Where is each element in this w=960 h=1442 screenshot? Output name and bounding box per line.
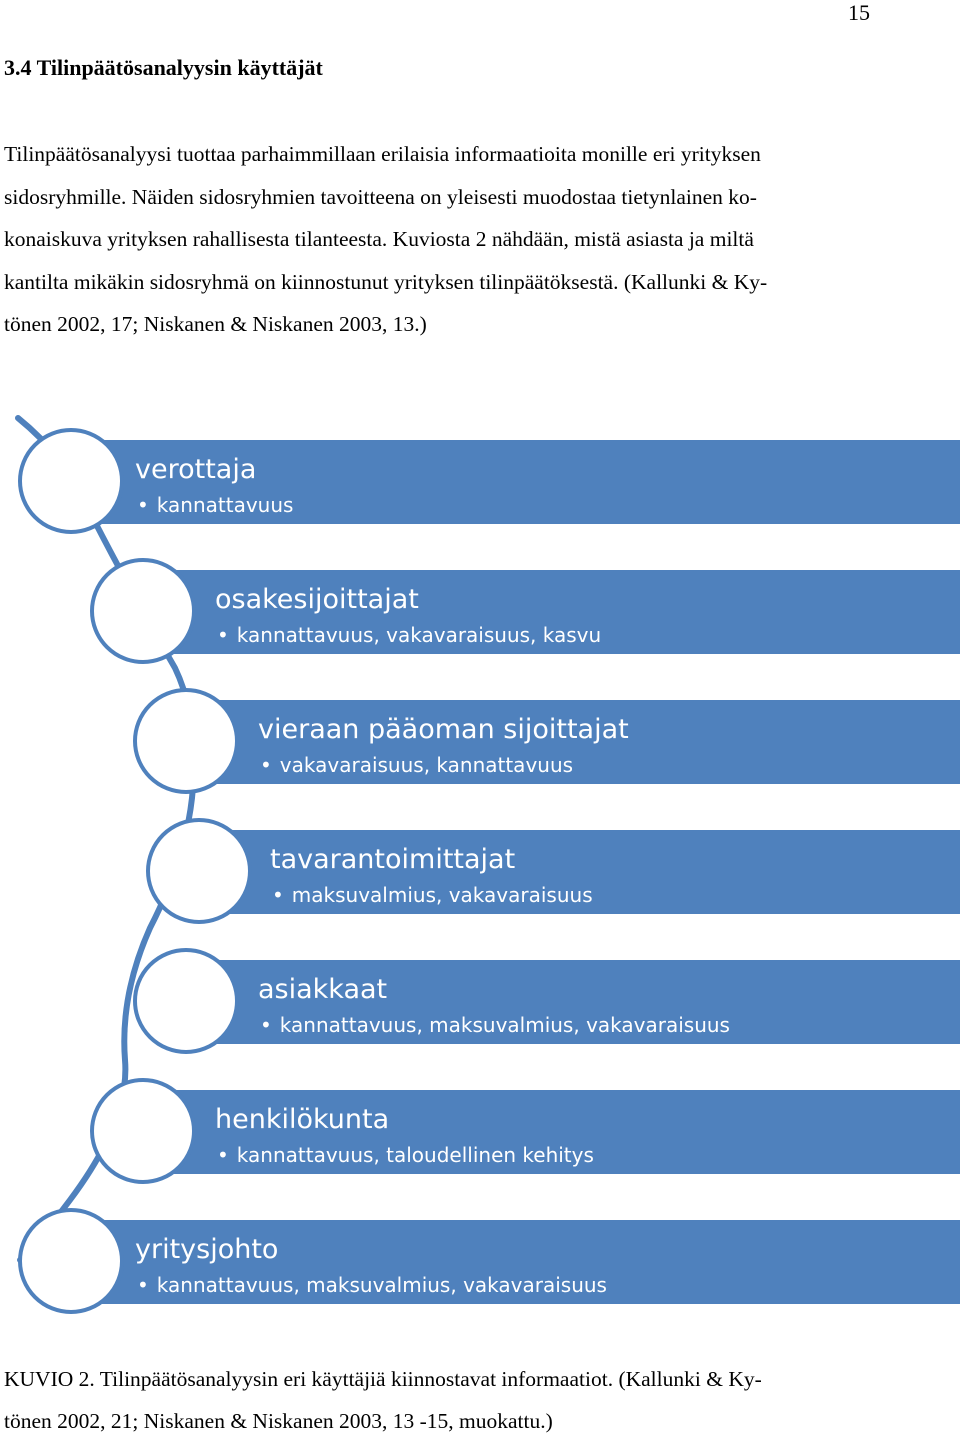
bullet-dot-icon: •	[137, 493, 149, 517]
stakeholder-row-verottaja	[75, 440, 960, 524]
stakeholder-title: tavarantoimittajat	[270, 844, 516, 875]
bullet-dot-icon: •	[260, 1013, 272, 1037]
stakeholder-interest: • kannattavuus, maksuvalmius, vakavaraisuus	[260, 1013, 730, 1037]
stakeholder-title: yritysjohto	[135, 1234, 279, 1265]
stakeholder-row-vieraan-paaoman-sijoittajat	[198, 700, 960, 784]
stakeholder-title: asiakkaat	[258, 974, 388, 1005]
caption-line: KUVIO 2. Tilinpäätösanalyysin eri käyttäjiä kiinnostavat informaatiot. (Kallunki & Ky-	[4, 1367, 762, 1391]
figure-caption	[4, 1358, 874, 1442]
stakeholder-title: henkilökunta	[215, 1104, 390, 1135]
stakeholder-circle	[18, 1208, 124, 1314]
paragraph-line: Tilinpäätösanalyysi tuottaa parhaimmillaan erilaisia informaatioita monille eri yrityksen	[4, 142, 761, 166]
stakeholder-circle	[133, 948, 239, 1054]
stakeholder-title: verottaja	[135, 454, 257, 485]
section-heading: 3.4 Tilinpäätösanalyysin käyttäjät	[4, 55, 323, 80]
bullet-dot-icon: •	[137, 1273, 149, 1297]
paragraph-line: tönen 2002, 17; Niskanen & Niskanen 2003, 13.)	[4, 312, 427, 337]
stakeholder-circle	[146, 818, 252, 924]
stakeholder-circle	[18, 428, 124, 534]
bullet-dot-icon: •	[217, 623, 229, 647]
stakeholder-circle	[90, 558, 196, 664]
stakeholder-interest: • kannattavuus, vakavaraisuus, kasvu	[217, 623, 602, 647]
paragraph-line: kantilta mikäkin sidosryhmä on kiinnostunut yrityksen tilinpäätöksestä. (Kallunki & Ky-	[4, 269, 768, 294]
stakeholder-interest: • vakavaraisuus, kannattavuus	[260, 753, 574, 777]
paragraph-line: sidosryhmille. Näiden sidosryhmien tavoitteena on yleisesti muodostaa tietynlainen ko-	[4, 184, 757, 209]
stakeholder-interest: • kannattavuus	[137, 493, 294, 517]
bullet-dot-icon: •	[217, 1143, 229, 1167]
stakeholder-row-henkilokunta	[155, 1090, 960, 1174]
stakeholder-row-yritysjohto	[75, 1220, 960, 1304]
stakeholder-row-osakesijoittajat	[155, 570, 960, 654]
stakeholder-interest: • kannattavuus, maksuvalmius, vakavaraisuus	[137, 1273, 607, 1297]
stakeholder-circle	[90, 1078, 196, 1184]
paragraph-line: konaiskuva yrityksen rahallisesta tilanteesta. Kuviosta 2 nähdään, mistä asiasta ja miltä	[4, 227, 754, 252]
stakeholder-diagram	[0, 400, 960, 1350]
bullet-dot-icon: •	[272, 883, 284, 907]
stakeholder-title: vieraan pääoman sijoittajat	[258, 714, 629, 745]
stakeholder-interest: • maksuvalmius, vakavaraisuus	[272, 883, 593, 907]
stakeholder-row-asiakkaat	[198, 960, 960, 1044]
body-paragraph	[4, 133, 874, 346]
stakeholder-circle	[133, 688, 239, 794]
page-number: 15	[848, 0, 870, 25]
stakeholder-row-tavarantoimittajat	[210, 830, 960, 914]
stakeholder-title: osakesijoittajat	[215, 584, 419, 615]
bullet-dot-icon: •	[260, 753, 272, 777]
caption-line: tönen 2002, 21; Niskanen & Niskanen 2003, 13 -15, muokattu.)	[4, 1409, 553, 1433]
stakeholder-interest: • kannattavuus, taloudellinen kehitys	[217, 1143, 594, 1167]
